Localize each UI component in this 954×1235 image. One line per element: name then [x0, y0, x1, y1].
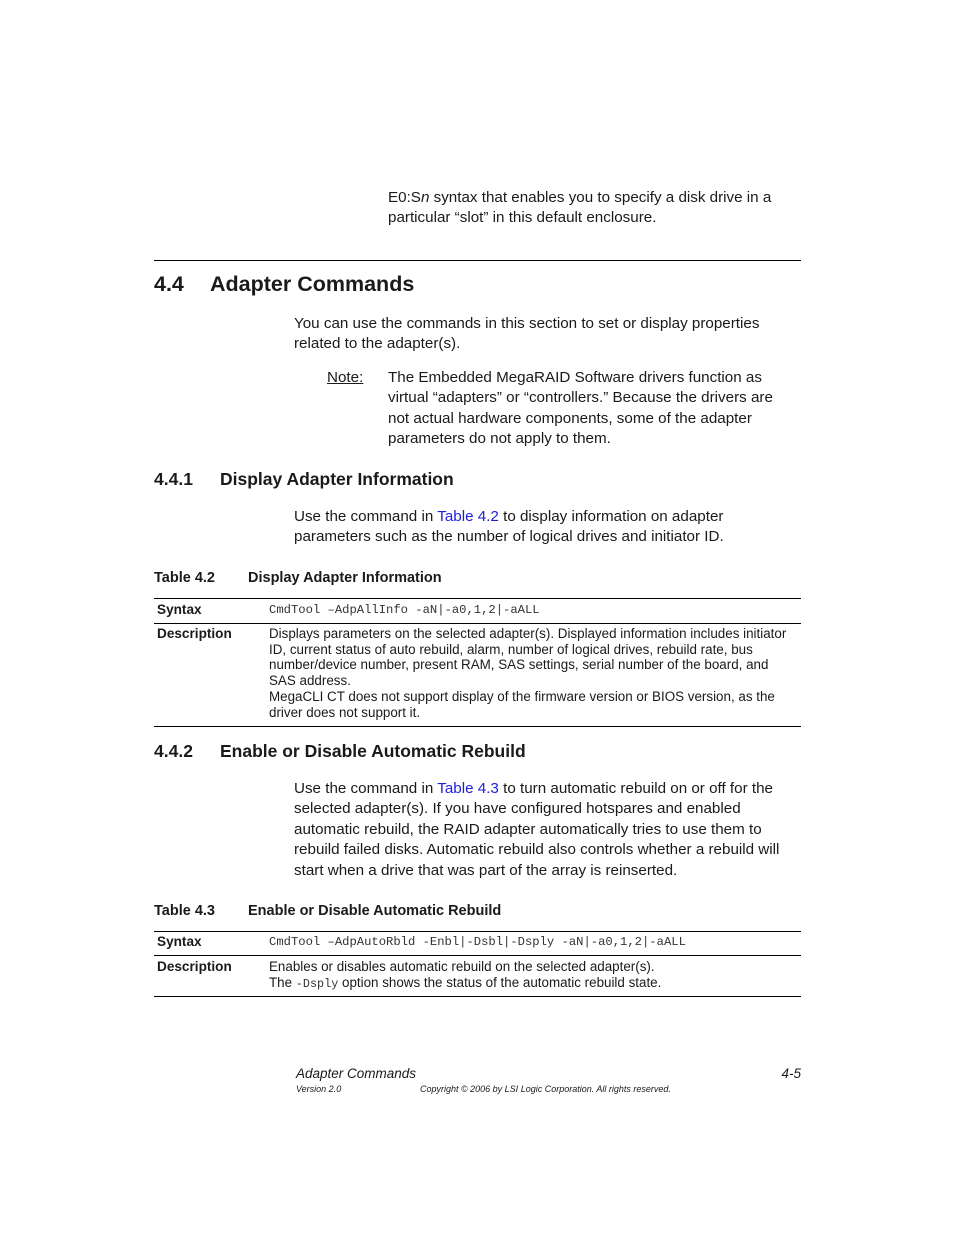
subsection-number: 4.4.2 [154, 741, 193, 761]
note-text: The Embedded MegaRAID Software drivers function as virtual “adapters” or “controllers.” Because the drivers are not actual hardware components, some of the adapter parameters do not apply to them. [388, 369, 773, 448]
description-text [269, 959, 795, 992]
table-4-3-link[interactable]: Table 4.3 [437, 780, 499, 797]
table-caption [154, 901, 502, 921]
syntax-command: CmdTool –AdpAllInfo -aN|-a0,1,2|-aALL [269, 603, 540, 617]
intro-fragment-text: syntax that enables you to specify a disk drive in a particular “slot” in this default enclosure. [388, 189, 772, 227]
enclosure-syntax-prefix: E0:S [388, 189, 421, 206]
section-intro: You can use the commands in this section to set or display properties related to the adapter(s). [294, 315, 760, 353]
description-line: Enables or disables automatic rebuild on the selected adapter(s). [269, 959, 655, 974]
table-caption-title: Display Adapter Information [248, 570, 442, 586]
footer-copyright: Copyright © 2006 by LSI Logic Corporation. All rights reserved. [420, 1084, 671, 1094]
description-label: Description [157, 626, 232, 641]
description-line: MegaCLI CT does not support display of the firmware version or BIOS version, as the driver does not support it. [269, 688, 775, 720]
table-caption-number: Table 4.2 [154, 570, 215, 586]
section-number: 4.4 [154, 272, 184, 296]
table-bottom-rule [154, 996, 801, 997]
description-text-part: The [269, 974, 296, 990]
subsection-number: 4.4.1 [154, 469, 193, 489]
table-row-rule [154, 623, 801, 624]
paragraph-text: Use the command in [294, 508, 438, 525]
subsection-paragraph [294, 507, 764, 548]
description-line [269, 975, 795, 993]
section-divider [154, 260, 801, 261]
section-title: Adapter Commands [210, 272, 415, 296]
syntax-label: Syntax [157, 934, 202, 949]
syntax-command: CmdTool –AdpAutoRbld -Enbl|-Dsbl|-Dsply -aN|-a0,1,2|-aALL [269, 935, 686, 949]
subsection-paragraph [294, 779, 799, 881]
paragraph-text: Use the command in [294, 780, 438, 797]
table-top-rule [154, 931, 801, 932]
subsection-title: Enable or Disable Automatic Rebuild [220, 741, 526, 761]
description-label: Description [157, 959, 232, 974]
table-top-rule [154, 598, 801, 599]
syntax-label: Syntax [157, 602, 202, 617]
paragraph-text: to display information on adapter parameters such as the number of logical drives and initiator ID. [294, 508, 724, 546]
intro-fragment [388, 188, 800, 229]
section-heading [154, 271, 415, 297]
table-caption [154, 568, 442, 588]
description-text-part: option shows the status of the automatic rebuild state. [338, 974, 662, 990]
table-caption-number: Table 4.3 [154, 903, 215, 919]
subsection-heading-auto-rebuild [154, 740, 526, 762]
table-bottom-rule [154, 726, 801, 727]
dsply-option-code: -Dsply [295, 976, 339, 991]
subsection-heading-display-info [154, 468, 454, 490]
subsection-title: Display Adapter Information [220, 469, 454, 489]
table-4-2-link[interactable]: Table 4.2 [437, 508, 499, 525]
table-row-rule [154, 955, 801, 956]
description-text [269, 626, 795, 720]
description-line: Displays parameters on the selected adapter(s). Displayed information includes initiator ID, current status of auto rebuild, alarm, number of logical drives, rebuild rate, bus number/device number, present RAM, SAS settings, serial number of the board, and SAS address. [269, 626, 787, 689]
paragraph-text: to turn automatic rebuild on or off for the selected adapter(s). If you have configured hotspares and enabled automatic rebuild, the RAID adapter automatically tries to use them to rebuild failed disks. Automatic rebuild also controls whether a rebuild will start when a drive that was part of the array is reinserted. [294, 780, 780, 879]
enclosure-syntax-variable: n [420, 189, 430, 206]
footer-page-number: 4-5 [781, 1066, 801, 1081]
table-caption-title: Enable or Disable Automatic Rebuild [248, 903, 502, 919]
footer-chapter: Adapter Commands [296, 1066, 417, 1081]
footer-version: Version 2.0 [296, 1084, 342, 1094]
note-label: Note: [327, 369, 364, 386]
